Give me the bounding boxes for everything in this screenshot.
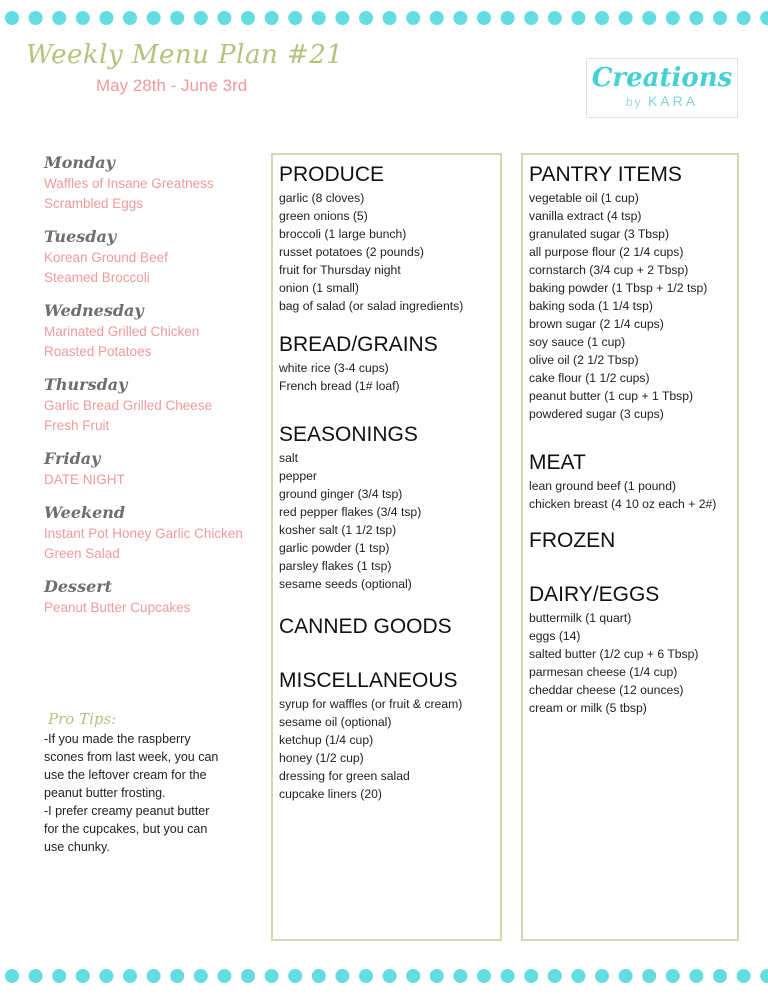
border-dot (52, 11, 66, 25)
border-dot (713, 11, 727, 25)
pro-tips-title: Pro Tips: (48, 710, 117, 728)
border-dot (217, 969, 231, 983)
section-canned-goods (279, 613, 494, 641)
border-dot (123, 969, 137, 983)
section-miscellaneous (279, 667, 494, 803)
border-dot (524, 11, 538, 25)
grocery-item: lean ground beef (1 pound) (529, 479, 677, 493)
border-dot (453, 969, 467, 983)
border-dot (595, 11, 609, 25)
day-name: Friday (44, 449, 101, 468)
meal-item: Green Salad (44, 546, 120, 561)
border-dot (571, 11, 585, 25)
border-dot (571, 969, 585, 983)
border-dot (76, 11, 90, 25)
grocery-item: eggs (14) (529, 629, 581, 643)
day-name: Dessert (44, 577, 113, 596)
tip-text: -If you made the raspberry scones from last week, you can use the leftover cream for the peanut butter frosting. (44, 732, 219, 800)
grocery-item: granulated sugar (3 Tbsp) (529, 227, 670, 241)
section-title: PANTRY ITEMS (529, 163, 682, 186)
border-dot (29, 11, 43, 25)
border-dot (312, 969, 326, 983)
border-dot (501, 11, 515, 25)
grocery-item: buttermilk (1 quart) (529, 611, 632, 625)
grocery-item: kosher salt (1 1/2 tsp) (279, 523, 397, 537)
grocery-item: sesame seeds (optional) (279, 577, 412, 591)
grocery-item: brown sugar (2 1/4 cups) (529, 317, 664, 331)
meal-item: Marinated Grilled Chicken (44, 324, 200, 339)
border-dot (194, 11, 208, 25)
grocery-item: baking powder (1 Tbsp + 1/2 tsp) (529, 281, 708, 295)
grocery-item: cupcake liners (20) (279, 787, 382, 801)
section-dairy-eggs (529, 581, 731, 717)
grocery-item: parmesan cheese (1/4 cup) (529, 665, 678, 679)
day-name: Tuesday (44, 227, 117, 246)
grocery-item: cheddar cheese (12 ounces) (529, 683, 684, 697)
border-dot (430, 969, 444, 983)
border-dot (99, 969, 113, 983)
border-dot (453, 11, 467, 25)
border-dot (170, 969, 184, 983)
day-monday (44, 152, 264, 214)
grocery-item: red pepper flakes (3/4 tsp) (279, 505, 422, 519)
tip-text: -I prefer creamy peanut butter for the cupcakes, but you can use chunky. (44, 804, 210, 854)
section-produce (279, 161, 494, 315)
bottom-dot-border (0, 966, 768, 986)
day-name: Weekend (44, 503, 126, 522)
border-dot (359, 11, 373, 25)
border-dot (147, 969, 161, 983)
section-title: DAIRY/EGGS (529, 583, 660, 606)
grocery-item: garlic powder (1 tsp) (279, 541, 390, 555)
grocery-item: fruit for Thursday night (279, 263, 401, 277)
border-dot (760, 11, 768, 25)
grocery-item: all purpose flour (2 1/4 cups) (529, 245, 684, 259)
grocery-item: syrup for waffles (or fruit & cream) (279, 697, 463, 711)
border-dot (288, 969, 302, 983)
border-dot (99, 11, 113, 25)
pro-tips (44, 708, 224, 856)
border-dot (265, 11, 279, 25)
border-dot (619, 969, 633, 983)
grocery-item: chicken breast (4 10 oz each + 2#) (529, 497, 717, 511)
border-dot (194, 969, 208, 983)
grocery-item: cream or milk (5 tbsp) (529, 701, 647, 715)
border-dot (335, 11, 349, 25)
grocery-item: garlic (8 cloves) (279, 191, 365, 205)
grocery-item: baking soda (1 1/4 tsp) (529, 299, 653, 313)
day-name: Thursday (44, 375, 128, 394)
section-meat (529, 449, 731, 513)
meal-item: Peanut Butter Cupcakes (44, 600, 191, 615)
grocery-item: salt (279, 451, 298, 465)
grocery-item: vegetable oil (1 cup) (529, 191, 639, 205)
day-wednesday (44, 300, 264, 362)
grocery-item: ground ginger (3/4 tsp) (279, 487, 403, 501)
grocery-item: cake flour (1 1/2 cups) (529, 371, 650, 385)
grocery-item: soy sauce (1 cup) (529, 335, 626, 349)
section-seasonings (279, 421, 494, 593)
border-dot (737, 11, 751, 25)
border-dot (619, 11, 633, 25)
meal-item: Steamed Broccoli (44, 270, 150, 285)
border-dot (335, 969, 349, 983)
border-dot (147, 11, 161, 25)
grocery-item: olive oil (2 1/2 Tbsp) (529, 353, 639, 367)
day-dessert (44, 576, 264, 618)
border-dot (241, 969, 255, 983)
section-title: PRODUCE (279, 163, 385, 186)
border-dot (406, 11, 420, 25)
border-dot (430, 11, 444, 25)
grocery-item: ketchup (1/4 cup) (279, 733, 374, 747)
meal-item: Waffles of Insane Greatness (44, 176, 214, 191)
border-dot (666, 11, 680, 25)
grocery-item: French bread (1# loaf) (279, 379, 400, 393)
border-dot (737, 969, 751, 983)
section-title: FROZEN (529, 529, 616, 552)
border-dot (642, 969, 656, 983)
meal-item: Fresh Fruit (44, 418, 110, 433)
border-dot (548, 969, 562, 983)
border-dot (29, 969, 43, 983)
day-name: Wednesday (44, 301, 144, 320)
border-dot (477, 969, 491, 983)
date-range: May 28th - June 3rd (96, 76, 248, 95)
grocery-item: parsley flakes (1 tsp) (279, 559, 392, 573)
logo-main-text: Creations (591, 63, 733, 93)
page-title: Weekly Menu Plan #21 (26, 40, 344, 70)
border-dot (170, 11, 184, 25)
grocery-item: onion (1 small) (279, 281, 359, 295)
grocery-item: salted butter (1/2 cup + 6 Tbsp) (529, 647, 699, 661)
border-dot (241, 11, 255, 25)
border-dot (548, 11, 562, 25)
grocery-item: vanilla extract (4 tsp) (529, 209, 642, 223)
meal-item: Garlic Bread Grilled Cheese (44, 398, 213, 413)
logo-sub-text: by KARA (625, 93, 699, 109)
grocery-item: honey (1/2 cup) (279, 751, 364, 765)
grocery-box-right (521, 153, 739, 941)
section-frozen (529, 527, 731, 555)
grocery-item: russet potatoes (2 pounds) (279, 245, 424, 259)
border-dot (265, 969, 279, 983)
border-dot (312, 11, 326, 25)
border-dot (666, 969, 680, 983)
grocery-item: pepper (279, 469, 317, 483)
border-dot (689, 969, 703, 983)
border-dot (52, 969, 66, 983)
border-dot (477, 11, 491, 25)
border-dot (383, 11, 397, 25)
border-dot (524, 969, 538, 983)
grocery-item: dressing for green salad (279, 769, 410, 783)
top-dot-border (0, 8, 768, 28)
meal-item: DATE NIGHT (44, 472, 125, 487)
section-title: BREAD/GRAINS (279, 333, 438, 356)
section-title: SEASONINGS (279, 423, 418, 446)
section-title: MEAT (529, 451, 586, 474)
section-title: CANNED GOODS (279, 615, 452, 638)
grocery-item: sesame oil (optional) (279, 715, 392, 729)
day-weekend (44, 502, 264, 564)
grocery-item: white rice (3-4 cups) (279, 361, 389, 375)
grocery-item: bag of salad (or salad ingredients) (279, 299, 464, 313)
border-dot (406, 969, 420, 983)
border-dot (689, 11, 703, 25)
border-dot (123, 11, 137, 25)
section-bread-grains (279, 331, 494, 395)
day-friday (44, 448, 264, 490)
day-name: Monday (44, 153, 115, 172)
border-dot (383, 969, 397, 983)
meal-item: Korean Ground Beef (44, 250, 168, 265)
border-dot (288, 11, 302, 25)
grocery-item: powdered sugar (3 cups) (529, 407, 664, 421)
day-thursday (44, 374, 264, 436)
border-dot (595, 969, 609, 983)
section-pantry-items (529, 161, 731, 423)
grocery-item: green onions (5) (279, 209, 368, 223)
brand-logo (586, 58, 738, 118)
border-dot (76, 969, 90, 983)
border-dot (501, 969, 515, 983)
border-dot (359, 969, 373, 983)
meal-item: Roasted Potatoes (44, 344, 152, 359)
meal-item: Instant Pot Honey Garlic Chicken (44, 526, 243, 541)
border-dot (5, 11, 19, 25)
daily-meals (44, 152, 264, 630)
border-dot (5, 969, 19, 983)
grocery-item: cornstarch (3/4 cup + 2 Tbsp) (529, 263, 689, 277)
grocery-box-left (271, 153, 502, 941)
day-tuesday (44, 226, 264, 288)
border-dot (217, 11, 231, 25)
border-dot (642, 11, 656, 25)
border-dot (760, 969, 768, 983)
grocery-item: broccoli (1 large bunch) (279, 227, 407, 241)
grocery-item: peanut butter (1 cup + 1 Tbsp) (529, 389, 694, 403)
border-dot (713, 969, 727, 983)
section-title: MISCELLANEOUS (279, 669, 458, 692)
meal-item: Scrambled Eggs (44, 196, 144, 211)
